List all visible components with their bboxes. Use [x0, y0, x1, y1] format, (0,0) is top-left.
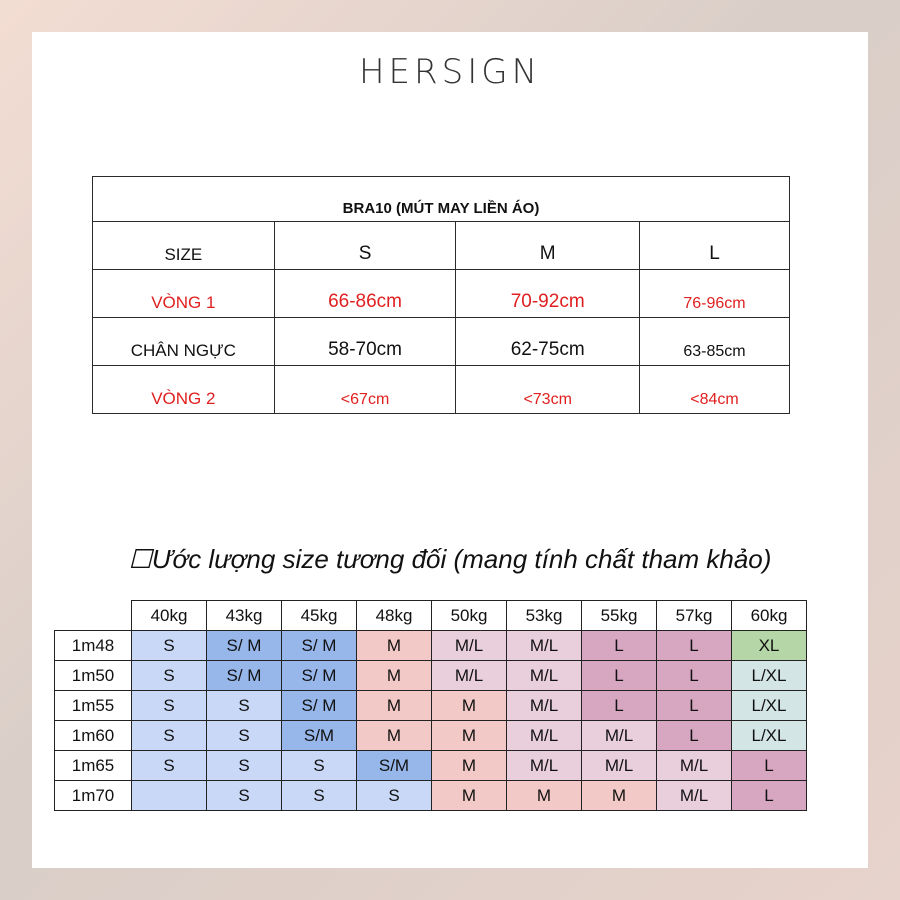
size-cell: S [207, 721, 282, 751]
table-cell: 76-96cm [640, 270, 790, 318]
row-label: VÒNG 2 [93, 366, 275, 414]
size-cell: M/L [507, 751, 582, 781]
size-cell: S [207, 781, 282, 811]
size-cell: S/ M [282, 631, 357, 661]
size-cell: L [732, 751, 807, 781]
size-cell: L [732, 781, 807, 811]
weight-header: 57kg [657, 601, 732, 631]
estimate-header [55, 601, 807, 631]
row-label: VÒNG 1 [93, 270, 275, 318]
weight-header: 60kg [732, 601, 807, 631]
header-cell: S [274, 222, 456, 270]
size-cell: S/M [357, 751, 432, 781]
checkbox-glyph-icon: ☐ [128, 544, 152, 574]
size-cell: M/L [657, 781, 732, 811]
size-cell: M/L [582, 751, 657, 781]
size-cell: M [432, 781, 507, 811]
table-cell: 66-86cm [274, 270, 456, 318]
table-cell: <67cm [274, 366, 456, 414]
weight-header: 48kg [357, 601, 432, 631]
size-cell: L [657, 721, 732, 751]
size-cell: S/ M [282, 661, 357, 691]
size-cell: M [507, 781, 582, 811]
weight-header: 53kg [507, 601, 582, 631]
size-cell: M/L [582, 721, 657, 751]
table-row [55, 721, 807, 751]
size-cell: M/L [432, 661, 507, 691]
size-cell: L [582, 691, 657, 721]
size-cell: M/L [507, 721, 582, 751]
size-cell: S [132, 631, 207, 661]
height-label: 1m65 [55, 751, 132, 781]
size-cell: S [132, 691, 207, 721]
size-cell: L/XL [732, 691, 807, 721]
table-row [55, 781, 807, 811]
size-cell: S [132, 721, 207, 751]
size-table-header [93, 222, 790, 270]
size-cell: M/L [507, 661, 582, 691]
table-row [93, 318, 790, 366]
table-row [55, 751, 807, 781]
table-row [93, 366, 790, 414]
size-cell: S/ M [282, 691, 357, 721]
table-cell: 70-92cm [456, 270, 640, 318]
table-cell: 58-70cm [274, 318, 456, 366]
size-cell: S [282, 781, 357, 811]
size-cell: M [432, 751, 507, 781]
header-cell: L [640, 222, 790, 270]
size-cell: M/L [657, 751, 732, 781]
weight-header: 43kg [207, 601, 282, 631]
size-cell: S [132, 661, 207, 691]
size-cell: S/ M [207, 661, 282, 691]
estimate-title [0, 544, 900, 575]
size-cell: M [357, 661, 432, 691]
size-cell: M [432, 721, 507, 751]
size-cell: M [357, 631, 432, 661]
brand-logo: HERSIGN [358, 52, 542, 92]
weight-header: 40kg [132, 601, 207, 631]
size-cell: M [357, 691, 432, 721]
size-cell: L [582, 661, 657, 691]
header-cell: SIZE [93, 222, 275, 270]
size-cell: M [357, 721, 432, 751]
table-cell: <73cm [456, 366, 640, 414]
height-label: 1m50 [55, 661, 132, 691]
size-cell [132, 781, 207, 811]
table-row [55, 691, 807, 721]
weight-header: 50kg [432, 601, 507, 631]
size-cell: S/M [282, 721, 357, 751]
size-cell: M/L [507, 691, 582, 721]
size-cell: S [282, 751, 357, 781]
size-cell: L [657, 691, 732, 721]
height-label: 1m48 [55, 631, 132, 661]
weight-header: 55kg [582, 601, 657, 631]
size-cell: M/L [432, 631, 507, 661]
height-label: 1m55 [55, 691, 132, 721]
row-label: CHÂN NGỰC [93, 318, 275, 366]
size-cell: XL [732, 631, 807, 661]
size-cell: L [657, 631, 732, 661]
size-table [92, 176, 790, 414]
size-table-title: BRA10 (MÚT MAY LIỀN ÁO) [93, 177, 790, 222]
table-row [55, 661, 807, 691]
size-cell: L/XL [732, 721, 807, 751]
header-cell: M [456, 222, 640, 270]
size-cell: S [132, 751, 207, 781]
size-cell: M [432, 691, 507, 721]
size-cell: S [207, 691, 282, 721]
table-cell: <84cm [640, 366, 790, 414]
size-cell: L [582, 631, 657, 661]
table-cell: 62-75cm [456, 318, 640, 366]
estimate-table [54, 600, 807, 811]
size-cell: L/XL [732, 661, 807, 691]
estimate-title-text: Ước lượng size tương đối (mang tính chất tham khảo) [151, 544, 772, 574]
table-cell: 63-85cm [640, 318, 790, 366]
table-row [55, 631, 807, 661]
size-cell: S [207, 751, 282, 781]
size-cell: S/ M [207, 631, 282, 661]
size-cell: S [357, 781, 432, 811]
corner-cell [55, 601, 132, 631]
weight-header: 45kg [282, 601, 357, 631]
size-cell: M/L [507, 631, 582, 661]
table-row [93, 270, 790, 318]
height-label: 1m70 [55, 781, 132, 811]
height-label: 1m60 [55, 721, 132, 751]
size-cell: M [582, 781, 657, 811]
size-cell: L [657, 661, 732, 691]
